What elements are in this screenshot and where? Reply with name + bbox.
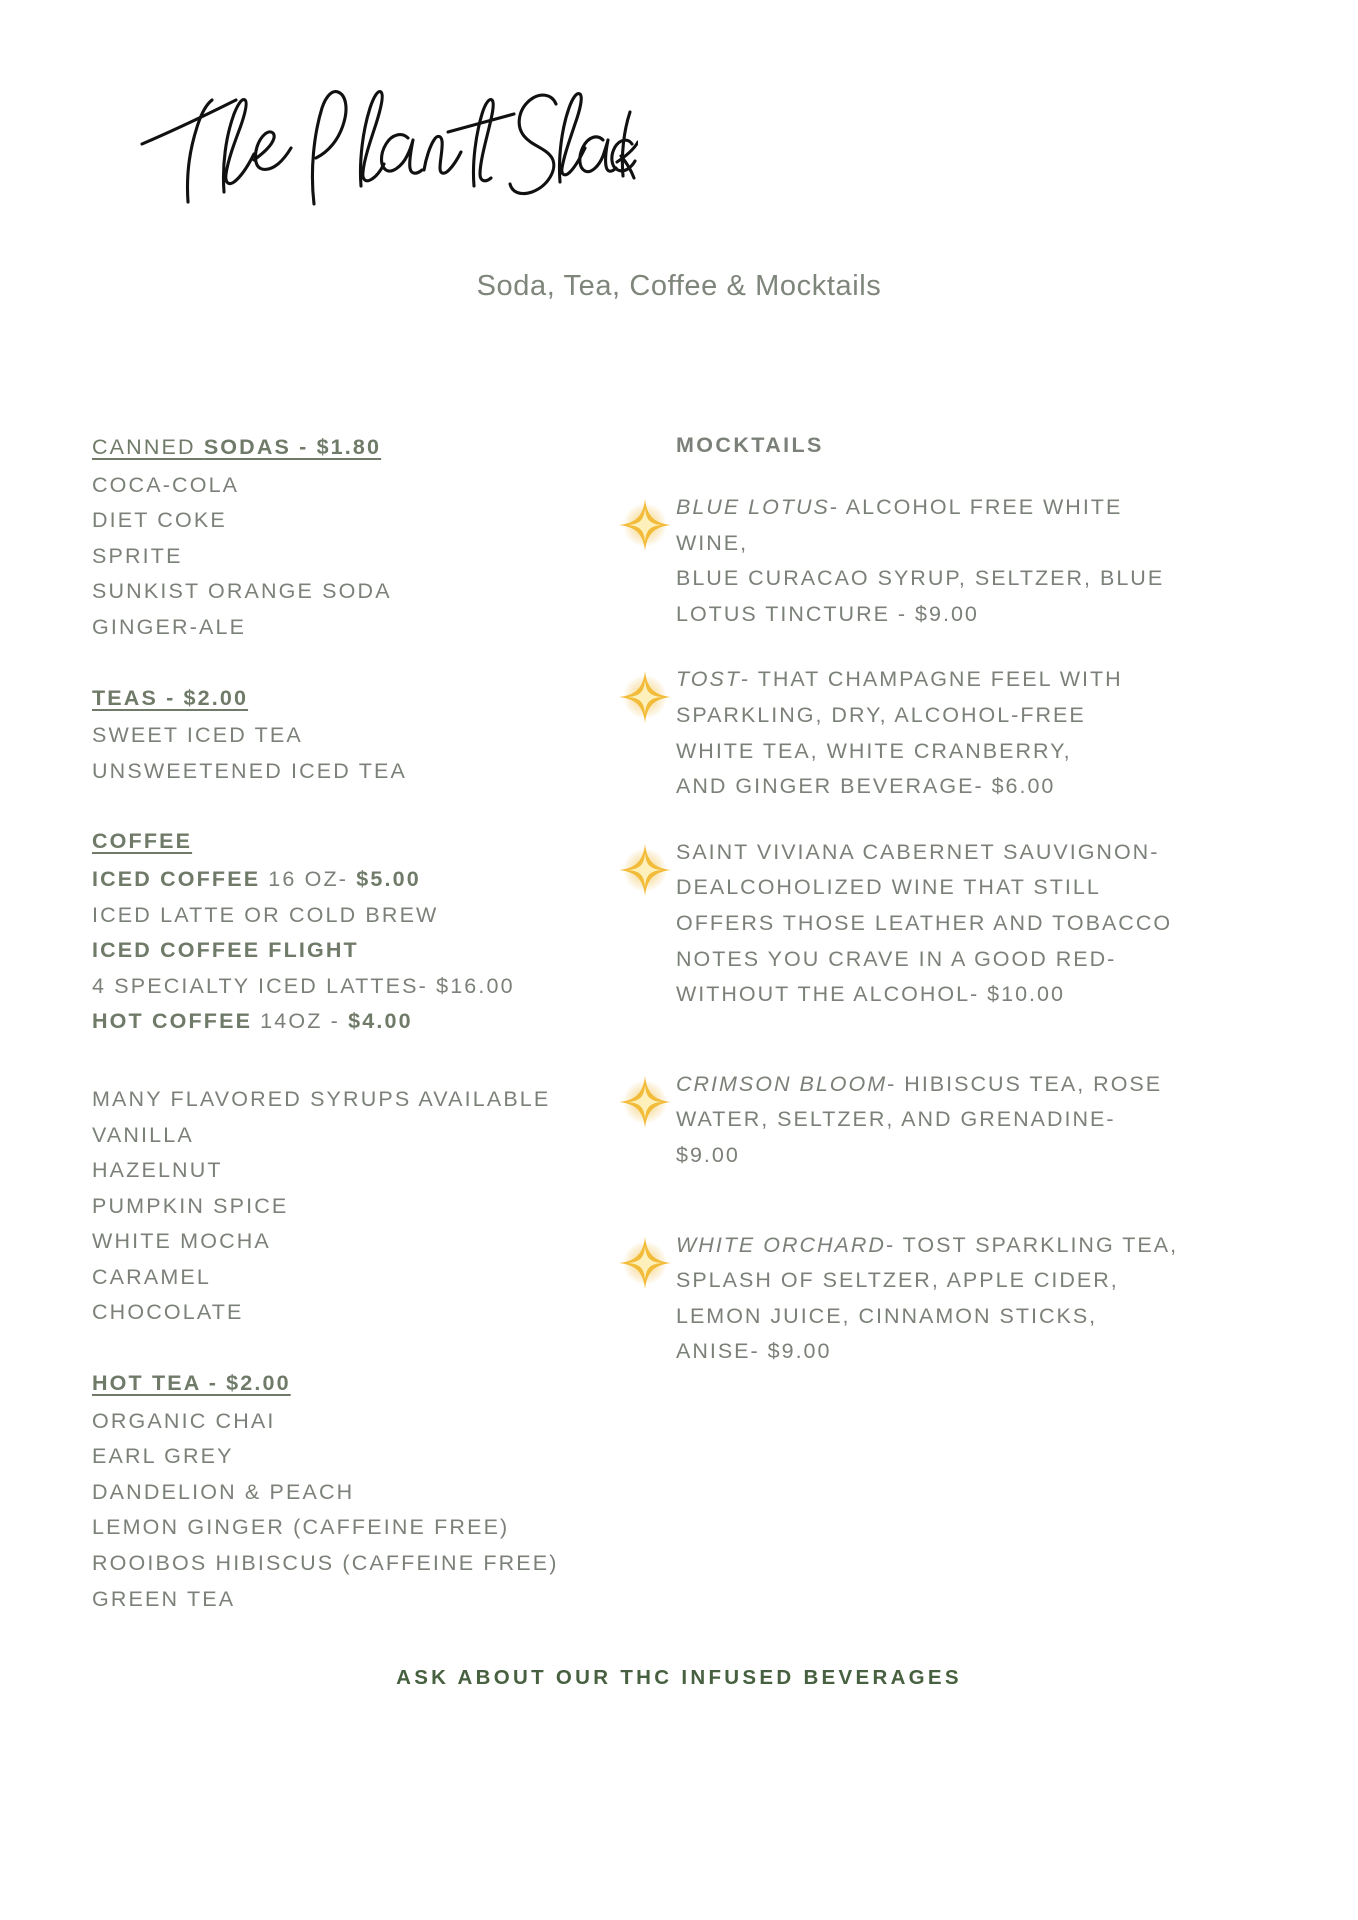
hot-coffee-name: HOT COFFEE <box>92 1009 253 1034</box>
mocktail-text <box>676 1067 1254 1174</box>
mocktail-line: ANISE- $9.00 <box>676 1339 832 1364</box>
list-item: CARAMEL <box>92 1264 211 1289</box>
mocktail-text <box>676 1228 1254 1370</box>
mocktail-line: SPLASH OF SELTZER, APPLE CIDER, <box>676 1268 1119 1293</box>
iced-coffee-flight-name <box>92 933 612 969</box>
mocktail-line: LEMON JUICE, CINNAMON STICKS, <box>676 1303 1098 1328</box>
iced-coffee-name: ICED COFFEE <box>92 866 261 891</box>
sparkle-icon <box>614 1071 676 1133</box>
list-item: EARL GREY <box>92 1444 234 1469</box>
mocktail-line: WATER, SELTZER, AND GRENADINE- <box>676 1107 1116 1132</box>
mocktail-name: WHITE ORCHARD <box>676 1232 886 1257</box>
hot-coffee-price: $4.00 <box>348 1009 413 1034</box>
list-item: SPRITE <box>92 543 183 568</box>
sparkle-icon <box>614 666 676 728</box>
mocktail-item <box>614 1228 1254 1370</box>
thc-note: ASK ABOUT OUR THC INFUSED BEVERAGES <box>396 1666 962 1689</box>
list-item: PUMPKIN SPICE <box>92 1193 289 1218</box>
mocktail-line: WHITE TEA, WHITE CRANBERRY, <box>676 738 1072 763</box>
right-column <box>614 430 1254 1370</box>
mocktail-name: TOST <box>676 667 741 692</box>
list-item: GREEN TEA <box>92 1586 236 1611</box>
section-teas-heading <box>92 681 612 719</box>
iced-coffee-price: $5.00 <box>356 866 421 891</box>
mocktail-line: LOTUS TINCTURE - $9.00 <box>676 601 979 626</box>
mocktail-line: WINE, <box>676 530 749 555</box>
mocktail-item <box>614 1067 1254 1174</box>
mocktail-line: SPARKLING, DRY, ALCOHOL-FREE <box>676 702 1086 727</box>
list-item: CHOCOLATE <box>92 1300 244 1325</box>
section-canned-sodas-heading <box>92 430 612 468</box>
mocktail-name: CRIMSON BLOOM <box>676 1071 888 1096</box>
iced-coffee-row <box>92 862 612 898</box>
mocktail-text <box>676 490 1254 632</box>
mocktail-line: AND GINGER BEVERAGE- $6.00 <box>676 774 1056 799</box>
mocktail-item <box>614 662 1254 804</box>
left-column <box>92 430 612 1617</box>
section-coffee-heading <box>92 824 612 862</box>
brand-logo <box>118 52 638 222</box>
mocktail-line: DEALCOHOLIZED WINE THAT STILL <box>676 875 1101 900</box>
list-item: VANILLA <box>92 1122 194 1147</box>
list-item: HAZELNUT <box>92 1158 223 1183</box>
mocktail-line: WITHOUT THE ALCOHOL- $10.00 <box>676 982 1065 1007</box>
mocktail-text <box>676 835 1254 1013</box>
hot-coffee-row <box>92 1004 612 1040</box>
list-item: GINGER-ALE <box>92 614 247 639</box>
list-item: LEMON GINGER (CAFFEINE FREE) <box>92 1515 510 1540</box>
list-item: DANDELION & PEACH <box>92 1479 355 1504</box>
spacer <box>92 646 612 681</box>
list-item: DIET COKE <box>92 508 227 533</box>
mocktail-line: - ALCOHOL FREE WHITE <box>829 495 1123 519</box>
iced-coffee-flight-desc: 4 SPECIALTY ICED LATTES- $16.00 <box>92 973 515 998</box>
canned-sodas-heading-prefix: CANNED <box>92 435 204 459</box>
mocktail-item <box>614 490 1254 632</box>
hot-tea-heading-label: HOT TEA - $2.00 <box>92 1371 291 1396</box>
mocktail-line: OFFERS THOSE LEATHER AND TOBACCO <box>676 910 1173 935</box>
spacer <box>92 789 612 824</box>
iced-coffee-sub: ICED LATTE OR COLD BREW <box>92 902 439 927</box>
mocktail-line: BLUE CURACAO SYRUP, SELTZER, BLUE <box>676 566 1165 591</box>
list-item: COCA-COLA <box>92 472 240 497</box>
list-item: SUNKIST ORANGE SODA <box>92 579 392 604</box>
mocktail-line: - HIBISCUS TEA, ROSE <box>887 1071 1163 1096</box>
hot-coffee-size: 14OZ - <box>252 1009 349 1034</box>
list-item: UNSWEETENED ICED TEA <box>92 758 407 783</box>
syrups-heading: MANY FLAVORED SYRUPS AVAILABLE <box>92 1086 551 1111</box>
section-hot-tea-heading <box>92 1366 612 1404</box>
section-mocktails-heading: MOCKTAILS <box>676 433 824 457</box>
sparkle-icon <box>614 839 676 901</box>
sparkle-icon <box>614 1232 676 1294</box>
list-item: WHITE MOCHA <box>92 1229 271 1254</box>
mocktail-name: BLUE LOTUS <box>676 495 830 519</box>
spacer <box>92 1040 612 1082</box>
canned-sodas-heading-price: SODAS - $1.80 <box>203 435 382 459</box>
list-item: SWEET ICED TEA <box>92 723 303 748</box>
mocktail-line: - THAT CHAMPAGNE FEEL WITH <box>740 667 1123 692</box>
iced-coffee-size: 16 OZ- <box>260 866 357 891</box>
mocktail-item <box>614 835 1254 1013</box>
flight-label: ICED COFFEE FLIGHT <box>92 938 359 963</box>
sparkle-icon <box>614 494 676 556</box>
list-item: ORGANIC CHAI <box>92 1408 276 1433</box>
menu-subtitle: Soda, Tea, Coffee & Mocktails <box>476 270 882 302</box>
teas-heading-label: TEAS - $2.00 <box>92 685 249 710</box>
mocktail-line: - TOST SPARKLING TEA, <box>885 1232 1179 1257</box>
list-item: ROOIBOS HIBISCUS (CAFFEINE FREE) <box>92 1551 559 1576</box>
coffee-heading-label: COFFEE <box>92 829 193 854</box>
mocktail-name: SAINT VIVIANA CABERNET SAUVIGNON- <box>676 839 1160 864</box>
mocktail-text <box>676 662 1254 804</box>
spacer <box>92 1331 612 1366</box>
mocktail-line: $9.00 <box>676 1142 740 1167</box>
mocktail-line: NOTES YOU CRAVE IN A GOOD RED- <box>676 946 1117 971</box>
